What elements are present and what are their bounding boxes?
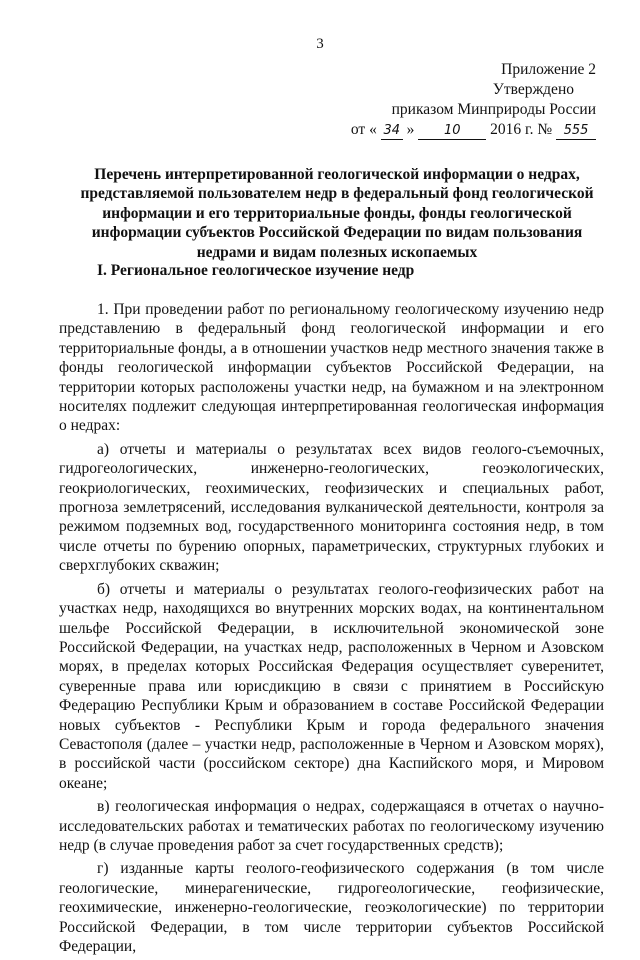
order-date-line <box>351 120 596 140</box>
document-title: Перечень интерпретированной геологической информации о недрах, представляемой пользователем недр в федеральный фонд геологической информации и его территориальные фонды, фонды геологической информации субъектов Российской Федерации по видам пользования недрами и видам полезных ископаемых <box>80 166 594 261</box>
date-prefix: от « <box>350 121 377 138</box>
appendix-label: Приложение 2 <box>501 61 596 78</box>
paragraph: б) отчеты и материалы о результатах геолого-геофизических работ на участках недр, находящихся во внутренних морских водах, на континентальном шельфе Российской Федерации, в исключительной экономической зоне Российской Федерации, на участках недр, расположенных в Черном и Азовском морях, в пределах которых Российская Федерация осуществляет суверенитет, суверенные права или юрисдикцию в связи с принятием в Российскую Федерацию Республики Крым и образованием в составе Российской Федерации новых субъектов - Республики Крым и города федерального значения Севастополя (далее – участки недр, расположенные в Черном и Азовском морях), в российской части (российском секторе) дна Каспийского моря, и Мировом океане; <box>59 580 604 792</box>
document-body <box>59 300 604 960</box>
paragraph: а) отчеты и материалы о результатах всех видов геолого-съемочных, гидрогеологических, инженерно-геологических, геоэкологических, геокриологических, геохимических, геофизических и специальных работ, прогноза землетрясений, исследования вулканической деятельности, контроля за режимом подземных вод, государственного мониторинга состояния недр, в том числе отчеты по бурению опорных, параметрических, структурных глубоких и сверхглубоких скважин; <box>59 440 604 575</box>
date-year: 2016 г. № <box>490 121 553 138</box>
paragraph: г) изданные карты геолого-геофизического содержания (в том числе геологические, минерагенические, гидрогеологические, геофизические, геохимические, инженерно-геологические, геоэкологические) по территории Российской Федерации, в том числе территории субъектов Российской Федерации, <box>59 860 604 955</box>
approval-stamp <box>351 60 596 140</box>
order-label: приказом Минприроды России <box>391 101 596 118</box>
paragraph: в) геологическая информация о недрах, содержащаяся в отчетах о научно-исследовательских работах и тематических работах по геологическому изучению недр (в случае проведения работ за счет государственных средств); <box>59 798 604 854</box>
paragraph: 1. При проведении работ по региональному геологическому изучению недр представлению в федеральный фонд геологической информации и его территориальные фонды, а в отношении участков недр местного значения также в фонды геологической информации субъектов Российской Федерации, на территории которых расположены участки недр, на бумажном и на электронном носителях подлежит следующая интерпретированная геологическая информация о недрах: <box>59 301 604 435</box>
page-number: 3 <box>316 36 324 52</box>
section-heading: I. Региональное геологическое изучение недр <box>97 262 415 279</box>
date-mid: » <box>406 121 415 138</box>
approved-label: Утверждено <box>492 81 574 98</box>
order-number: 555 <box>556 123 596 140</box>
date-month: 10 <box>418 123 486 140</box>
date-day: 34 <box>381 123 403 140</box>
